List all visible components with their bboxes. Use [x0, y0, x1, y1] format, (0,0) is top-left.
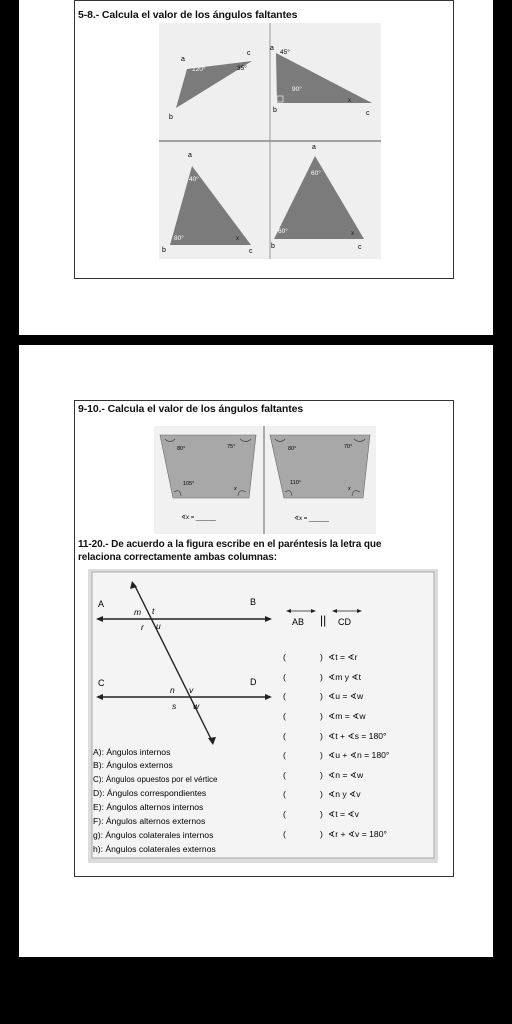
exercise-5-8-frame [74, 0, 454, 279]
exercise-11-20-title-line-1: 11-20.- De acuerdo a la figura escribe en el paréntesis la letra que [78, 539, 382, 550]
angle-u: u [156, 621, 161, 631]
paren-close: ) [320, 731, 323, 741]
trapezoids-photo [154, 426, 376, 534]
paren-open: ( [283, 691, 286, 701]
statement-text: ∢u + ∢n = 180° [328, 750, 390, 760]
statement-text: ∢t = ∢v [328, 809, 359, 819]
angle-label: 105° [183, 481, 195, 487]
paren-open: ( [283, 829, 286, 839]
exercise-11-20-title [78, 539, 450, 551]
angle-label: x [348, 97, 352, 104]
vertex-b: b [273, 107, 277, 114]
exercise-11-20-title-line-2: relaciona correctamente ambas columnas: [78, 552, 277, 563]
paren-open: ( [283, 770, 286, 780]
angle-label: x [351, 230, 355, 237]
paren-close: ) [320, 809, 323, 819]
statement-text: ∢t = ∢r [328, 652, 358, 662]
vertex-a: a [188, 152, 192, 159]
angle-v: v [189, 685, 194, 695]
option-g: g): Ángulos colaterales internos [93, 830, 214, 840]
vertex-b: b [271, 243, 275, 250]
parallel-lines-photo [88, 569, 438, 863]
angle-s: s [172, 701, 177, 711]
angle-label: x [348, 486, 351, 492]
vertex-c: c [247, 50, 251, 57]
angle-label: 40° [189, 176, 199, 183]
vertex-a: a [270, 45, 274, 52]
vertex-a: a [181, 56, 185, 63]
paren-open: ( [283, 789, 286, 799]
angle-label: 70° [344, 444, 353, 450]
segment-ab: AB [292, 617, 305, 627]
answer-line[interactable]: ∢x = ______ [294, 516, 329, 522]
parallel-symbol: || [320, 613, 327, 627]
angle-label: 120° [192, 66, 206, 73]
statement-text: ∢m = ∢w [328, 711, 366, 721]
paren-close: ) [320, 711, 323, 721]
paren-open: ( [283, 652, 286, 662]
paren-close: ) [320, 829, 323, 839]
paren-open: ( [283, 750, 286, 760]
angle-label: 45° [280, 49, 290, 56]
angle-label: 80° [174, 235, 184, 242]
exercise-9-20-frame [74, 400, 454, 877]
paren-open: ( [283, 731, 286, 741]
statement-text: ∢m y ∢t [328, 672, 362, 682]
statement-text: ∢u = ∢w [328, 691, 364, 701]
exercise-9-10-title: 9-10.- Calcula el valor de los ángulos faltantes [78, 403, 304, 415]
paren-open: ( [283, 809, 286, 819]
vertex-c: c [366, 110, 370, 117]
point-label: A [98, 599, 105, 609]
exercise-5-8-title: 5-8.- Calcula el valor de los ángulos faltantes [78, 9, 298, 21]
option-a: A): Ángulos internos [93, 747, 171, 757]
option-b: B): Ángulos externos [93, 760, 173, 770]
angle-n: n [170, 685, 175, 695]
point-label: C [98, 678, 105, 688]
angle-label: 60° [278, 228, 288, 235]
option-e: E): Ángulos alternos internos [93, 802, 204, 812]
option-c: C): Ángulos opuestos por el vértice [93, 775, 218, 784]
worksheet-page-1 [19, 0, 493, 335]
triangles-photo [159, 23, 381, 259]
option-f: F): Ángulos alternos externos [93, 816, 206, 826]
point-label: D [250, 677, 257, 687]
angle-r: r [141, 622, 144, 632]
statement-text: ∢r + ∢v = 180° [328, 829, 387, 839]
paren-close: ) [320, 770, 323, 780]
angle-label: 75° [227, 444, 236, 450]
vertex-b: b [162, 247, 166, 254]
option-d: D): Ángulos correspondientes [93, 788, 207, 798]
paren-open: ( [283, 711, 286, 721]
worksheet-page-2 [19, 345, 493, 957]
angle-label: 35° [237, 65, 247, 72]
angle-label: 90° [292, 86, 302, 93]
angle-label: 60° [311, 170, 321, 177]
vertex-b: b [169, 114, 173, 121]
statement-text: ∢t + ∢s = 180° [328, 731, 387, 741]
segment-cd: CD [338, 617, 351, 627]
angle-label: x [236, 235, 240, 242]
angle-label: x [234, 486, 237, 492]
vertex-a: a [312, 144, 316, 151]
angle-label: 110° [290, 480, 301, 486]
angle-label: 80° [288, 446, 297, 452]
paren-close: ) [320, 789, 323, 799]
angle-label: 80° [177, 446, 186, 452]
answer-line[interactable]: ∢x = ______ [181, 515, 216, 521]
angle-t: t [152, 606, 155, 616]
point-label: B [250, 597, 257, 607]
angle-m: m [134, 607, 142, 617]
option-h: h): Ángulos colaterales externos [93, 844, 216, 854]
statement-text: ∢n y ∢v [328, 789, 361, 799]
angle-w: w [193, 701, 200, 711]
statement-text: ∢n = ∢w [328, 770, 364, 780]
paren-close: ) [320, 750, 323, 760]
paren-close: ) [320, 691, 323, 701]
vertex-c: c [358, 244, 362, 251]
vertex-c: c [249, 248, 253, 255]
paren-close: ) [320, 652, 323, 662]
paren-open: ( [283, 672, 286, 682]
paren-close: ) [320, 672, 323, 682]
